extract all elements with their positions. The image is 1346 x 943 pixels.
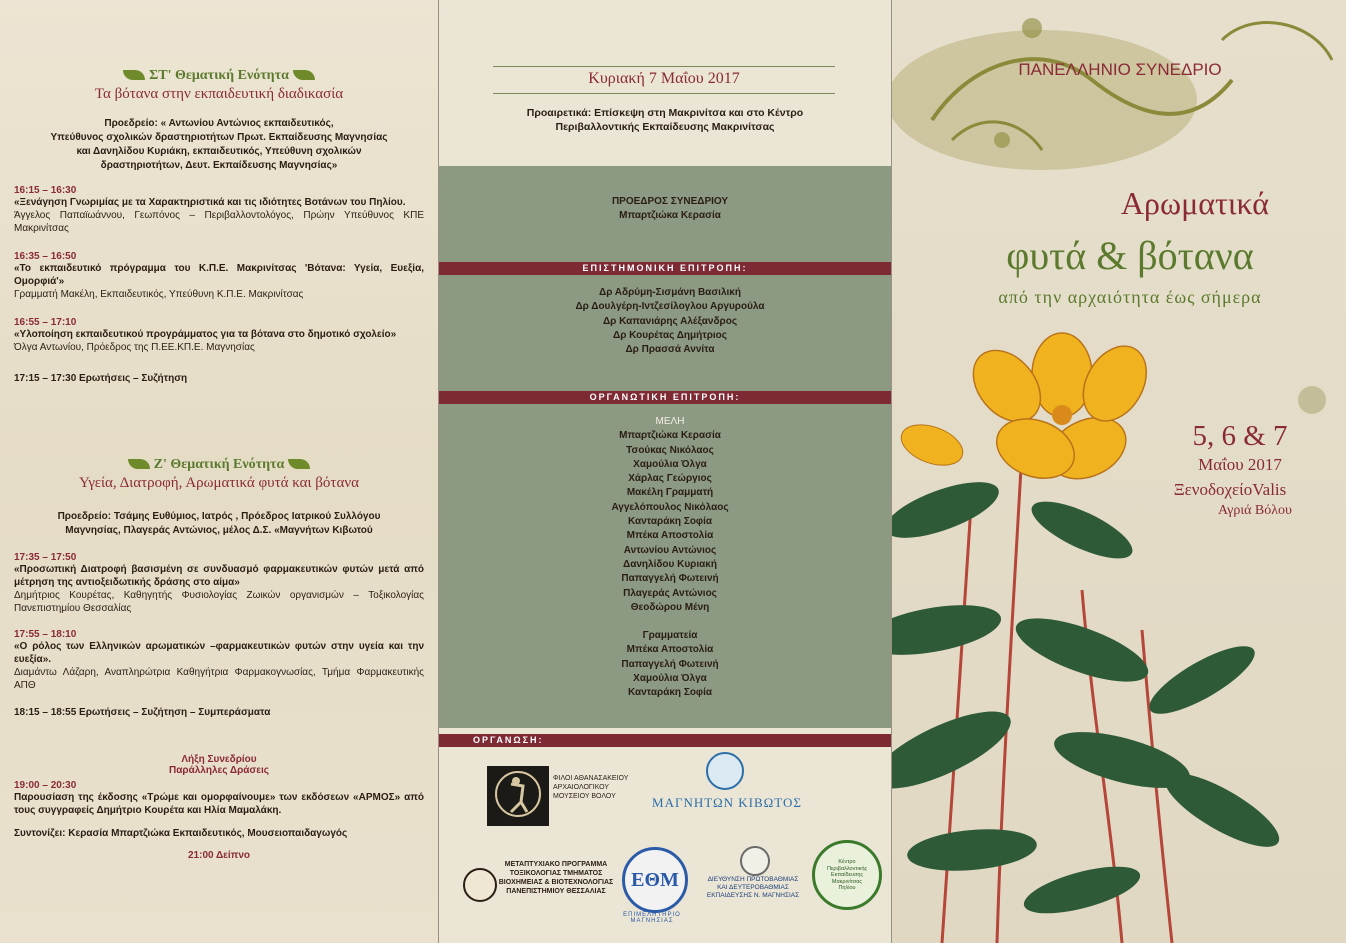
centaur-icon — [463, 868, 497, 902]
committee-member: Αντωνίου Αντώνιος — [623, 544, 717, 556]
committee-member: Θεοδώρου Μένη — [630, 601, 710, 613]
greek-emblem-icon — [740, 846, 770, 876]
qa-line: 18:15 – 18:55 Ερωτήσεις – Συζήτηση – Συμπεράσματα — [14, 707, 271, 718]
secretariat-label: Γραμματεία — [642, 630, 698, 642]
museum-logo — [487, 766, 549, 826]
divider — [493, 66, 835, 67]
scientific-committee-list — [520, 286, 820, 357]
organizing-committee-list — [520, 415, 820, 701]
closing-time: 19:00 – 20:30 — [14, 780, 77, 791]
chair-line: και Δανηλίδου Κυριάκη, εκπαιδευτικός, Υπεύθυνη σχολικών — [76, 146, 362, 157]
spacer — [520, 615, 820, 629]
session-time: 16:55 – 17:10 — [14, 317, 77, 328]
kpe-logo — [812, 840, 882, 910]
session-speaker: Όλγα Αντωνίου, Πρόεδρος της Π.ΕΕ.ΚΠ.Ε. Μαγνησίας — [14, 342, 255, 353]
title-line-2: φυτά & βότανα — [1006, 233, 1254, 278]
committee-member: Μακέλη Γραμματή — [626, 487, 714, 499]
session-title: «Προσωπική Διατροφή βασισμένη σε συνδυασμό φαρμακευτικών φυτών μετά από μέτρηση της αντιοξειδωτικής δράσης στο αίμα» — [14, 564, 424, 588]
session — [14, 317, 424, 354]
chair-line: Προεδρείο: Τσάμης Ευθύμιος, Ιατρός , Πρόεδρος Ιατρικού Συλλόγου — [57, 511, 381, 522]
leaf-icon — [293, 70, 315, 80]
month-year: Μαΐου 2017 — [1198, 455, 1282, 474]
committee-member: Τσούκας Νικόλαος — [626, 444, 714, 456]
chairs — [14, 117, 424, 173]
chair-line: Προεδρείο: « Αντωνίου Αντώνιος εκπαιδευτικός, — [104, 118, 334, 129]
session — [14, 552, 424, 615]
hotel: ΞενοδοχείοValis — [1173, 480, 1287, 499]
committee-member: Παπαγγελή Φωτεινή — [621, 658, 719, 670]
section-heading: ΣΤ' Θεματική Ενότητα — [149, 68, 289, 83]
section-6-title — [14, 66, 424, 103]
session — [14, 185, 424, 235]
committee-member: Κανταράκη Σοφία — [627, 687, 713, 699]
closing-end: Λήξη Συνεδρίου — [181, 754, 257, 765]
committee-member: Παπαγγελή Φωτεινή — [621, 573, 719, 585]
chair-line: Μαγνησίας, Πλαγεράς Αντώνιος, μέλος Δ.Σ. «Μαγνήτων Κιβωτού — [65, 525, 373, 536]
left-panel — [0, 0, 438, 943]
optional-line: Προαιρετικά: Επίσκεψη στη Μακρινίτσα και στο Κέντρο — [526, 107, 804, 119]
conference-label: ΠΑΝΕΛΛΗΝΙΟ ΣΥΝΕΔΡΙΟ — [1018, 60, 1222, 79]
session-title: «Το εκπαιδευτικό πρόγραμμα του Κ.Π.Ε. Μακρινίτσας 'Βότανα: Υγεία, Ευεξία, Ομορφιά'» — [14, 263, 424, 287]
section-7-title — [14, 455, 424, 492]
place: Αγριά Βόλου — [1218, 503, 1292, 518]
section-6 — [14, 66, 424, 385]
session-time: 16:15 – 16:30 — [14, 185, 77, 196]
committee-member: Κανταράκη Σοφία — [627, 516, 713, 528]
chair-line: δραστηριοτήτων, Δευτ. Εκπαίδευσης Μαγνησίας» — [100, 160, 338, 171]
organizing-committee-bar: ΟΡΓΑΝΩΤΙΚΗ ΕΠΙΤΡΟΠΗ: — [439, 391, 891, 404]
book-presentation: Παρουσίαση της έκδοσης «Τρώμε και ομορφαίνουμε» των εκδόσεων «ΑΡΜΟΣ» από τους συγγραφείς Δημήτριο Κουρέτα και Ηλία Μαμαλάκη. — [14, 792, 424, 816]
organizers-bar: ΟΡΓΑΝΩΣΗ: — [439, 734, 891, 747]
ark-icon — [706, 752, 744, 790]
section-heading: Ζ' Θεματική Ενότητα — [153, 457, 285, 472]
eom-ring-text: ΕΠΙΜΕΛΗΤΗΡΙΟ ΜΑΓΝΗΣΙΑΣ — [623, 912, 681, 924]
chair-line: Υπεύθυνος σχολικών δραστηριοτήτων Πρωτ. Εκπαίδευσης Μαγνησίας — [50, 132, 388, 143]
committee-member: Δανηλίδου Κυριακή — [623, 558, 717, 570]
session-speaker: Διαμάντω Λάζαρη, Αναπληρώτρια Καθηγήτρια Φαρμακογνωσίας, Τμήμα Φαρμακευτικής ΑΠΘ — [14, 667, 424, 691]
president-label: ΠΡΟΕΔΡΟΣ ΣΥΝΕΔΡΙΟΥ — [611, 196, 729, 207]
session-title: «Υλοποίηση εκπαιδευτικού προγράμματος για τα βότανα στο δημοτικό σχολείο» — [14, 329, 397, 340]
chairs — [14, 510, 424, 538]
qa-line: 17:15 – 17:30 Ερωτήσεις – Συζήτηση — [14, 373, 188, 384]
committee-member: Χάρλας Γεώργιος — [628, 473, 712, 485]
committee-member: Δρ Καπανιάρης Αλέξανδρος — [602, 315, 738, 327]
session-time: 17:55 – 18:10 — [14, 629, 77, 640]
session — [14, 251, 424, 301]
committee-member: Δρ Πρασσά Αννίτα — [625, 344, 715, 356]
museum-logo-text: ΦΙΛΟΙ ΑΘΑΝΑΣΑΚΕΙΟΥ ΑΡΧΑΙΟΛΟΓΙΚΟΥ ΜΟΥΣΕΙΟΥ ΒΟΛΟΥ — [553, 775, 629, 800]
committee-member: Δρ Δουλγέρη-Ιντζεσίλογλου Αργυρούλα — [575, 301, 765, 313]
session-title: «Ο ρόλος των Ελληνικών αρωματικών –φαρμακευτικών φυτών στην υγεία και την ευεξία». — [14, 641, 424, 665]
session-speaker: Δημήτριος Κουρέτας, Καθηγητής Φυσιολογίας Ζωικών οργανισμών – Τοξικολογίας Πανεπιστημίου Θεσσαλίας — [14, 590, 424, 614]
section-7 — [14, 455, 424, 719]
kpe-logo-text: Κέντρο Περιβαλλοντικής Εκπαίδευσης Μακρινίτσας Πηλίου — [827, 859, 868, 891]
figure-icon — [487, 766, 549, 826]
leaf-icon — [288, 459, 310, 469]
committee-member: Μπέκα Αποστολία — [626, 644, 714, 656]
sunday-date: Κυριακή 7 Μαΐου 2017 — [588, 70, 740, 87]
president-name: Μπαρτζιώκα Κερασία — [619, 210, 721, 222]
session-time: 16:35 – 16:50 — [14, 251, 77, 262]
session — [14, 629, 424, 692]
closing — [14, 754, 424, 861]
president-block — [520, 195, 820, 224]
leaf-icon — [128, 459, 150, 469]
coordinator: Συντονίζει: Κερασία Μπαρτζιώκα Εκπαιδευτικός, Μουσειοπαιδαγωγός — [14, 828, 348, 839]
section-subtitle: Υγεία, Διατροφή, Αρωματικά φυτά και βότανα — [79, 475, 359, 491]
leaf-icon — [123, 70, 145, 80]
eom-logo — [622, 847, 688, 913]
dinner: 21:00 Δείπνο — [187, 850, 251, 861]
optional-line: Περιβαλλοντικής Εκπαίδευσης Μακρινίτσας — [555, 121, 775, 133]
session-speaker: Γραμματή Μακέλη, Εκπαιδευτικός, Υπεύθυνη Κ.Π.Ε. Μακρινίτσας — [14, 289, 304, 300]
title-line-1: Αρωματικά — [1120, 185, 1270, 221]
session-time: 17:35 – 17:50 — [14, 552, 77, 563]
magniton-logo-text: ΜΑΓΝΗΤΩΝ ΚΙΒΩΤΟΣ — [652, 795, 802, 810]
session-title: «Ξενάγηση Γνωριμίας με τα Χαρακτηριστικά και τις ιδιότητες Βοτάνων του Πηλίου. — [14, 197, 406, 208]
committee-member: Μπέκα Αποστολία — [626, 530, 714, 542]
divider — [493, 93, 835, 94]
eom-logo-text: ΕΘΜ — [631, 869, 679, 891]
committee-member: Δρ Κουρέτας Δημήτριος — [613, 329, 727, 341]
committee-member: Χαμούλια Όλγα — [633, 673, 707, 685]
dates: 5, 6 & 7 — [1192, 420, 1288, 452]
members-label: ΜΕΛΗ — [655, 416, 685, 427]
optional-visit — [480, 106, 850, 134]
section-subtitle: Τα βότανα στην εκπαιδευτική διαδικασία — [94, 86, 344, 102]
scientific-committee-bar: ΕΠΙΣΤΗΜΟΝΙΚΗ ΕΠΙΤΡΟΠΗ: — [439, 262, 891, 275]
master-logo-text: ΜΕΤΑΠΤΥΧΙΑΚΟ ΠΡΟΓΡΑΜΜΑ ΤΟΞΙΚΟΛΟΓΙΑΣ ΤΜΗΜΑΤΟΣ ΒΙΟΧΗΜΕΙΑΣ & ΒΙΟΤΕΧΝΟΛΟΓΙΑΣ ΠΑΝΕΠΙΣΤΗΜΙΟΥ ΘΕΣΣΑΛΙΑΣ — [498, 861, 614, 895]
committee-member: Μπαρτζιώκα Κερασία — [619, 430, 721, 442]
parallel-actions: Παράλληλες Δράσεις — [169, 765, 269, 776]
committee-member: Χαμούλια Όλγα — [633, 458, 707, 470]
committee-member: Δρ Αδρύμη-Σισμάνη Βασιλική — [599, 287, 741, 298]
title-line-3: από την αρχαιότητα έως σήμερα — [998, 287, 1262, 307]
session-speaker: Άγγελος Παπαϊωάννου, Γεωπόνος – Περιβαλλοντολόγος, Πρώην Υπεύθυνος ΚΠΕ Μακρινίτσας — [14, 210, 424, 234]
committee-member: Πλαγεράς Αντώνιος — [623, 587, 717, 599]
directorate-logo-text: ΔΙΕΥΘΥΝΣΗ ΠΡΩΤΟΒΑΘΜΙΑΣ ΚΑΙ ΔΕΥΤΕΡΟΒΑΘΜΙΑΣ ΕΚΠΑΙΔΕΥΣΗΣ Ν. ΜΑΓΝΗΣΙΑΣ — [706, 876, 800, 899]
committee-member: Αγγελόπουλος Νικόλαος — [611, 501, 729, 513]
